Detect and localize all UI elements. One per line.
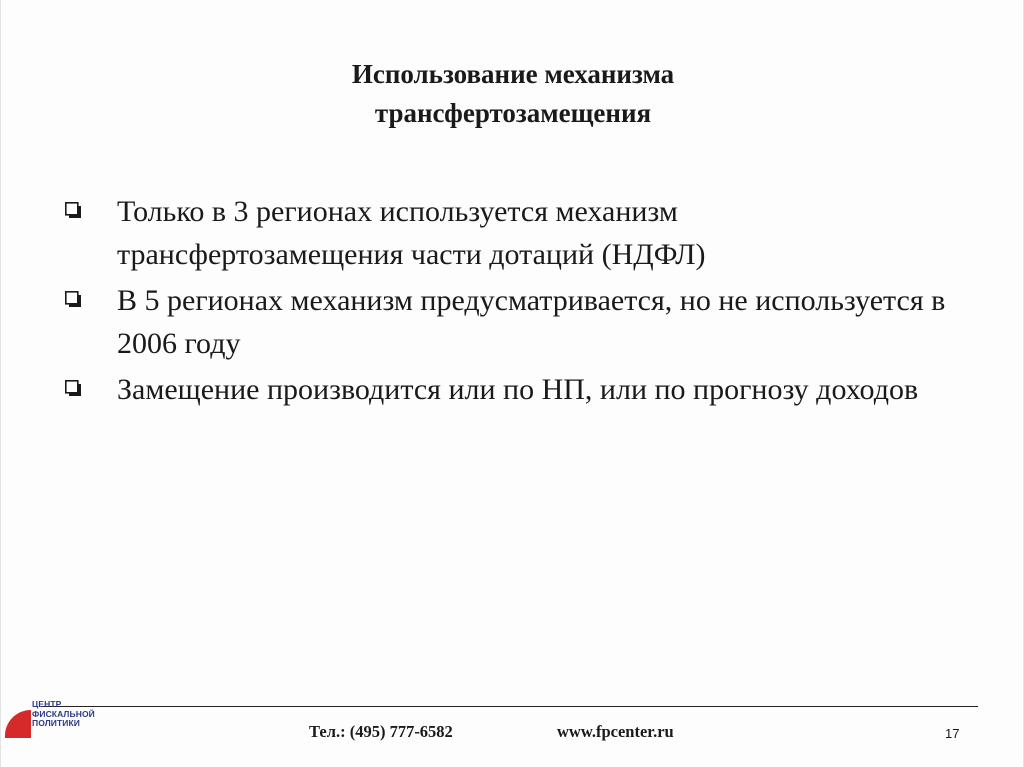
- logo: [1, 688, 101, 750]
- bullet-list: [65, 190, 965, 414]
- logo-text: [32, 700, 95, 729]
- logo-line-3: ПОЛИТИКИ: [32, 718, 80, 728]
- checkbox-icon: [65, 202, 82, 219]
- bullet-item: [65, 368, 965, 411]
- slide-title: [1, 55, 1024, 133]
- bullet-item: [65, 190, 965, 276]
- logo-graphic: [1, 688, 35, 750]
- footer-divider: [41, 706, 978, 707]
- page-number: 17: [945, 726, 960, 741]
- logo-line-1: ЦЕНТР: [32, 699, 62, 709]
- title-line-1: Использование механизма: [351, 59, 675, 89]
- bullet-text: Замещение производится или по НП, или по прогнозу доходов: [117, 373, 919, 406]
- bullet-item: [65, 279, 965, 365]
- logo-line-2: ФИСКАЛЬНОЙ: [32, 708, 95, 719]
- checkbox-icon: [65, 291, 82, 308]
- footer-website: www.fpcenter.ru: [557, 722, 674, 741]
- footer-phone: Тел.: (495) 777-6582: [309, 722, 453, 741]
- checkbox-icon: [65, 380, 82, 397]
- bullet-text: Только в 3 регионах используется механизм трансфертозамещения части дотаций (НДФЛ): [117, 195, 706, 271]
- bullet-text: В 5 регионах механизм предусматривается, но не используется в 2006 году: [117, 284, 946, 360]
- title-line-2: трансфертозамещения: [374, 98, 652, 128]
